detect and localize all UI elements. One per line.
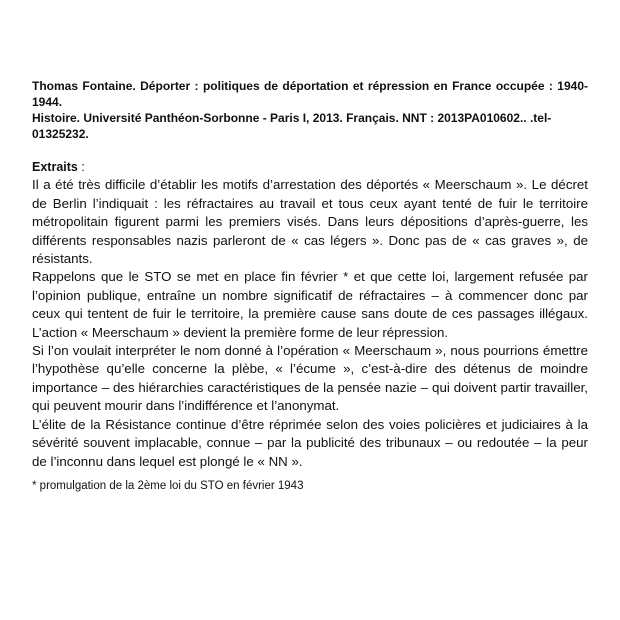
citation-line-1: Thomas Fontaine. Déporter : politiques de déportation et répression en France occupée : 1940-1944.	[32, 79, 588, 109]
document-page	[32, 78, 588, 505]
footnote: * promulgation de la 2ème loi du STO en février 1943	[32, 479, 304, 492]
citation-header	[32, 78, 588, 142]
extrait-paragraph-2: Rappelons que le STO se met en place fin février * et que cette loi, largement refusée par l’opinion publique, entraîne un nombre significatif de réfractaires – à commencer donc par ceux qui tentent de fuir le territoire, la première cause sans doute de ces passages illégaux. L’action « Meerschaum » devient la première forme de leur répression.	[32, 269, 588, 340]
citation-line-2: Histoire. Université Panthéon-Sorbonne - Paris I, 2013. Français. NNT : 2013PA010602.. .tel-	[32, 111, 552, 125]
extraits-label-suffix: :	[77, 160, 85, 174]
extraits-label: Extraits	[32, 160, 78, 174]
extraits-section	[32, 158, 588, 471]
extrait-paragraph-1: Il a été très difficile d’établir les motifs d’arrestation des déportés « Meerschaum ». Le décret de Berlin l’indiquait : les réfractaires au travail et tous ceux ayant tenté de fuir le territoire métropolitain figurent parmi les premiers visés. Dans leurs dépositions d’après-guerre, les différents responsables nazis parleront de « cas légers ». Donc pas de « cas graves », de résistants.	[32, 177, 588, 267]
citation-line-3: 01325232.	[32, 127, 89, 141]
extrait-paragraph-4: L’élite de la Résistance continue d’être réprimée selon des voies policières et judiciaires à la sévérité souvent implacable, connue – par la publicité des tribunaux – ou redoutée – la peur de l’inconnu dans lequel est plongé le « NN ».	[32, 416, 588, 469]
extrait-paragraph-3: Si l’on voulait interpréter le nom donné à l’opération « Meerschaum », nous pourrions émettre l’hypothèse qu’elle concerne la plèbe, « l’écume », c’est-à-dire des détenus de moindre importance – des hiérarchies caractéristiques de la pensée nazie – qui doivent partir travailler, qui peuvent mourir dans l’indifférence et l’anonymat.	[32, 343, 588, 414]
extraits-heading	[32, 158, 588, 176]
